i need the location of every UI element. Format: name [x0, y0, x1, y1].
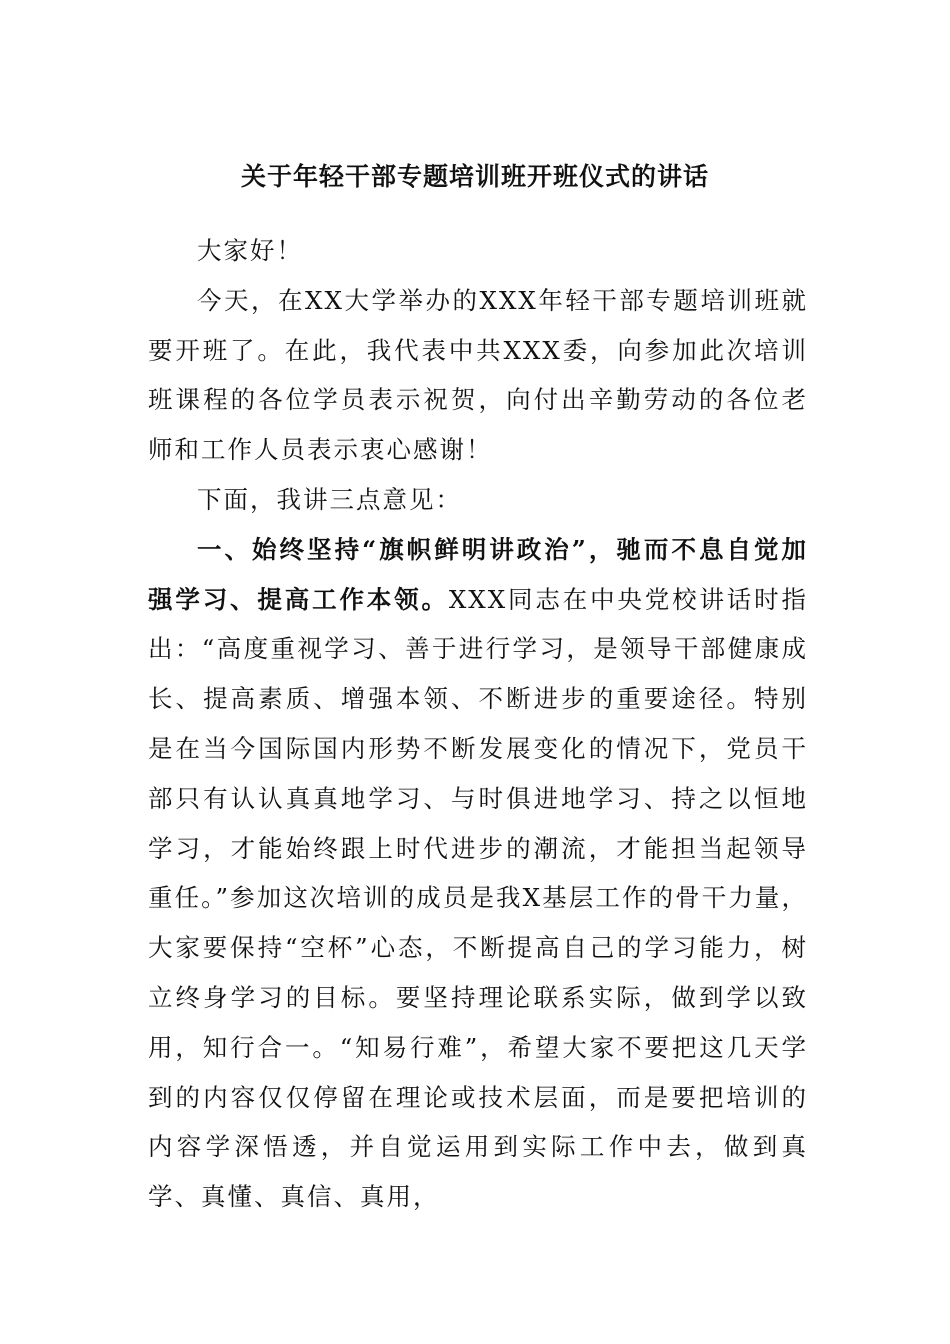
intro-paragraph: 今天，在XX大学举办的XXX年轻干部专题培训班就要开班了。在此，我代表中共XXX委，向参加此次培训班课程的各位学员表示祝贺，向付出辛勤劳动的各位老师和工作人员表示衷心感谢！ — [148, 285, 808, 465]
document-body — [148, 226, 808, 1222]
document-title: 关于年轻干部专题培训班开班仪式的讲话 — [240, 162, 709, 191]
greeting-paragraph: 大家好！ — [197, 236, 303, 265]
transition-paragraph: 下面，我讲三点意见： — [197, 484, 462, 514]
section-one-text: XXX同志在中央党校讲话时指出：“高度重视学习、善于进行学习，是领导干部健康成长、提高素质、增强本领、不断进步的重要途径。特别是在当今国际国内形势不断发展变化的情况下，党员干部只有认认真真地学习、与时俱进地学习、持之以恒地学习，才能始终跟上时代进步的潮流，才能担当起领导重任。”参加这次培训的成员是我X基层工作的骨干力量，大家要保持“空杯”心态，不断提高自己的学习能力，树立终身学习的目标。要坚持理论联系实际，做到学以致用，知行合一。“知易行难”，希望大家不要把这几天学到的内容仅仅停留在理论或技术层面，而是要把培训的内容学深悟透，并自觉运用到实际工作中去，做到真学、真懂、真信、真用， — [148, 584, 809, 1212]
section-one-paragraph — [148, 525, 808, 1222]
section-one-heading: 一、始终坚持“旗帜鲜明讲政治”，驰而不息自觉加强学习、提高工作本领。 — [148, 534, 808, 614]
